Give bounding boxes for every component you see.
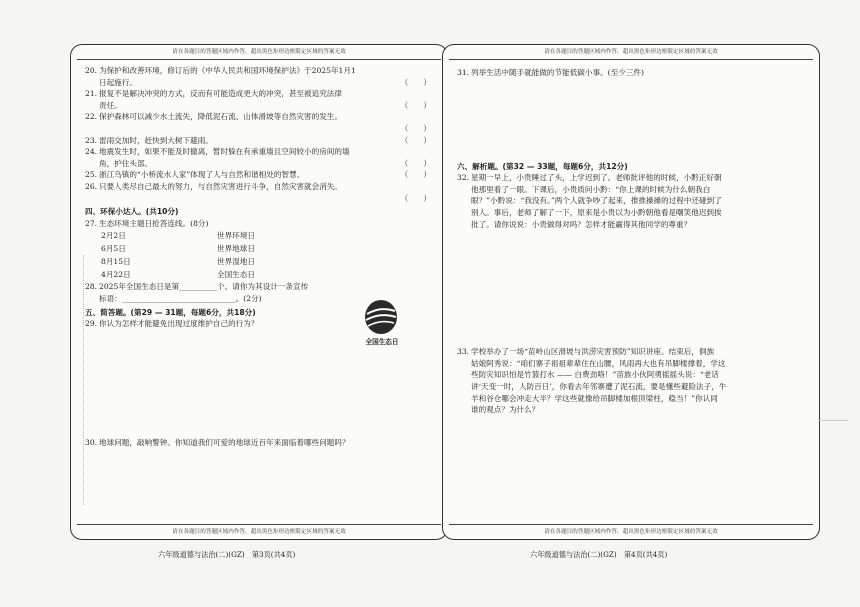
exam-page-4 — [442, 44, 820, 540]
exam-page-3 — [70, 44, 448, 540]
match-date[interactable]: 6月5日 — [101, 244, 126, 254]
question-30: 30. 地球问题，敲响警钟。你知道我们可爱的地球近百年来面临着哪些问题吗？ — [85, 437, 350, 447]
match-date[interactable]: 2月2日 — [101, 231, 126, 241]
binding-dots — [83, 255, 87, 505]
answer-parentheses[interactable]: （ ） — [400, 170, 431, 180]
question-23: 23. 雷雨交加时，赶快到大树下避雨。 （ ） — [85, 135, 431, 145]
question-33: 33. 学校举办了一场“苗岭山区滑坡与洪涝灾害预防”知识讲座。结束后，侗族 姑娘阿秀说：“咱们寨子祖祖辈辈住在山腰，风雨再大也有吊脚楼撑着，学这 些防灾知识怕是竹篮打水 —— 白费劲咯！”苗族小伙阿勇摇摇头说：“老话 讲‘天变一时，人防百日’，你看去年邻寨遭了泥石流，要是懂些避险法子，牛 羊和谷仓哪会冲走大半？学这些就像给吊脚楼加根顶梁柱，稳当！”你认同 谁的观点？为什么？ — [457, 347, 727, 415]
answer-parentheses[interactable]: （ ） — [400, 100, 431, 110]
logo-caption: 全国生态日 — [365, 338, 399, 346]
section-6-heading: 六、解析题。(第32 — 33题，每题6分，共12分) — [457, 161, 628, 171]
answer-area-notice-bottom: 请在各题目的答题区域内作答，超出黑色矩形边框限定区域的答案无效 — [449, 524, 813, 539]
page-3-footer: 六年级道德与法治(二)(GZ) 第3页(共4页) — [158, 550, 296, 559]
answer-space-32[interactable] — [457, 230, 807, 346]
page-3-content — [85, 65, 435, 448]
question-29: 29. 你认为怎样才能避免出现过度维护自己的行为？ — [85, 319, 259, 329]
answer-parentheses[interactable]: （ ） — [400, 77, 431, 87]
question-24: 24. 地震发生时，如果不能及时撤离，暂时躲在有承重墙且空间较小的房间的墙 角，护住头部。 （ ） — [85, 147, 431, 168]
match-date[interactable]: 8月15日 — [101, 257, 131, 267]
question-25: 25. 浙江乌镇的“小桥流水人家”体现了人与自然和谐相处的智慧。 （ ） — [85, 170, 431, 180]
answer-area-notice-bottom: 请在各题目的答题区域内作答，超出黑色矩形边框限定区域的答案无效 — [77, 524, 441, 539]
question-28: 28. 2025年全国生态日是第__________个。请你为其设计一条宣传 标语：______________________________。(2分) — [85, 282, 309, 303]
page-4-content — [457, 67, 807, 416]
scan-margin-line — [818, 420, 848, 421]
question-31: 31. 列举生活中随手就能做的节能低碳小事。(至少三件) — [457, 68, 644, 77]
section-4-heading: 四、环保小达人。(共10分) — [85, 207, 179, 217]
answer-parentheses[interactable]: （ ） — [400, 158, 431, 168]
section-5-heading: 五、简答题。(第29 — 31题，每题6分，共18分) — [85, 307, 256, 317]
question-32: 32. 星期一早上，小贵睡过了头，上学迟到了。老师批评他的时候，小黔正好朝 他那里看了一眼。下课后，小贵质问小黔：“你上课的时候为什么朝我白 眼？”小黔说：“我没有。”两个人就争吵了起来，推推搡搡的过程中还碰到了 别人。事后，老师了解了一下，原来是小贵以为小黔朝他看是嘲笑他迟到挨 批了。请你说说：小贵做得对吗？怎样才能赢得其他同学的尊重？ — [457, 173, 722, 229]
national-ecology-day-logo — [356, 298, 406, 350]
answer-parentheses[interactable]: （ ） — [400, 193, 431, 203]
answer-area-notice-top: 请在各题目的答题区域内作答，超出黑色矩形边框限定区域的答案无效 — [77, 45, 441, 60]
answer-parentheses[interactable]: （ ） — [400, 123, 431, 133]
answer-area-notice-top: 请在各题目的答题区域内作答，超出黑色矩形边框限定区域的答案无效 — [449, 45, 813, 60]
question-26: 26. 只要人类尽自己最大的努力，与自然灾害进行斗争，自然灾害就会消失。 （ ） — [85, 181, 431, 203]
question-20: 20. 为保护和改善环境，修订后的《中华人民共和国环境保护法》于2025年1月1 日起施行。 （ ） — [85, 66, 431, 87]
match-date[interactable]: 4月22日 — [101, 270, 131, 280]
page-4-footer: 六年级道德与法治(二)(GZ) 第4页(共4页) — [530, 550, 668, 559]
match-day[interactable]: 世界环境日 — [217, 231, 255, 241]
question-22: 22. 保护森林可以减少水土流失，降低泥石流、山体滑坡等自然灾害的发生。 （ ） — [85, 112, 431, 133]
question-21: 21. 报复不是解决冲突的方式，反而有可能造成更大的冲突，甚至被追究法律 责任。 （ ） — [85, 89, 431, 110]
matching-row — [85, 268, 435, 281]
match-day[interactable]: 全国生态日 — [217, 270, 255, 280]
match-day[interactable]: 世界地球日 — [217, 244, 255, 254]
matching-row — [85, 255, 435, 268]
matching-row — [85, 229, 435, 242]
answer-parentheses[interactable]: （ ） — [400, 135, 431, 145]
match-day[interactable]: 世界湿地日 — [217, 257, 255, 267]
question-27: 27. 生态环境主题日抢答连线。(8分) — [85, 218, 209, 228]
matching-row — [85, 242, 435, 255]
matching-table — [85, 229, 435, 281]
answer-space-31[interactable] — [457, 79, 807, 159]
